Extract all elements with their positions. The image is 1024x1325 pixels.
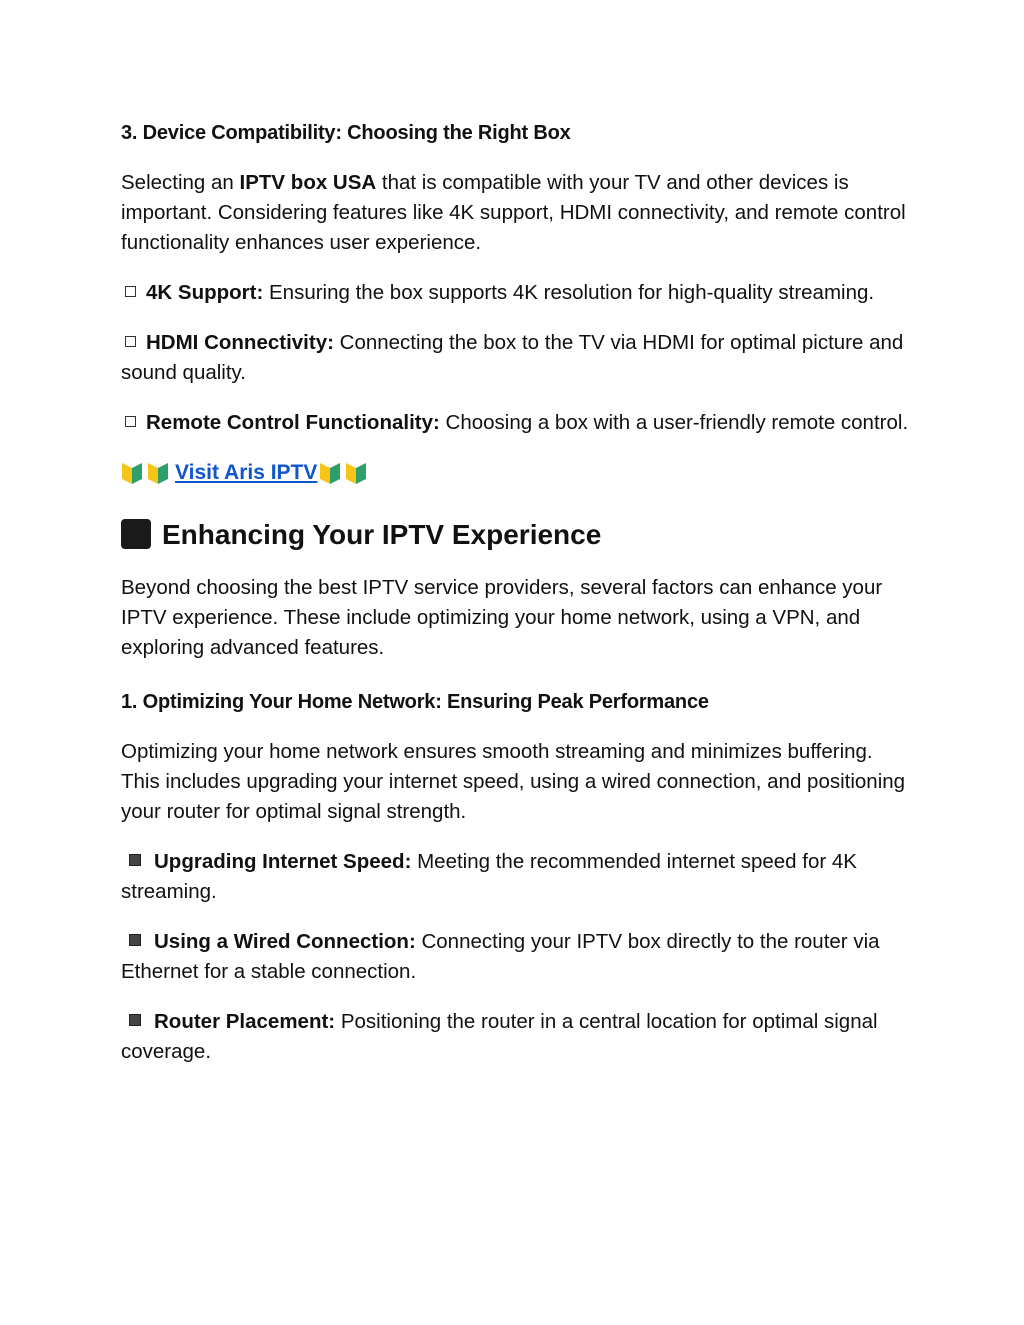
hollow-square-bullet-icon <box>125 416 136 427</box>
enhancing-intro: Beyond choosing the best IPTV service providers, several factors can enhance your IPTV experience. These include optimizing your home network, using a VPN, and exploring advanced features. <box>121 576 883 659</box>
visit-aris-iptv-link[interactable]: Visit Aris IPTV <box>175 461 318 484</box>
hollow-square-bullet-icon <box>125 336 136 347</box>
solid-square-bullet-icon <box>129 854 141 866</box>
list-item-router-placement: Router Placement: Positioning the router in a central location for optimal signal coverage. <box>121 1010 878 1063</box>
device-compatibility-intro: Selecting an IPTV box USA that is compatible with your TV and other devices is important. Considering features like 4K support, HDMI connectivity, and remote control functionality enhances user experience. <box>121 171 906 254</box>
home-network-intro: Optimizing your home network ensures smooth streaming and minimizes buffering. This includes upgrading your internet speed, using a wired connection, and positioning your router for optimal signal strength. <box>121 740 906 823</box>
visit-link-row <box>121 458 911 488</box>
document-page <box>121 118 911 1067</box>
black-square-button-icon <box>121 519 151 549</box>
list-item-remote-control: Remote Control Functionality: Choosing a box with a user-friendly remote control. <box>121 408 911 438</box>
hollow-square-bullet-icon <box>125 286 136 297</box>
iptv-box-usa-bold: IPTV box USA <box>239 171 377 194</box>
solid-square-bullet-icon <box>129 934 141 946</box>
enhancing-heading: Enhancing Your IPTV Experience <box>121 517 911 553</box>
list-item-4k-support: 4K Support: Ensuring the box supports 4K resolution for high-quality streaming. <box>121 278 911 308</box>
japanese-beginner-symbol-icon <box>319 461 341 485</box>
japanese-beginner-symbol-icon <box>121 461 143 485</box>
list-item-wired-connection: Using a Wired Connection: Connecting your IPTV box directly to the router via Ethernet for a stable connection. <box>121 930 880 983</box>
list-item-internet-speed: Upgrading Internet Speed: Meeting the recommended internet speed for 4K streaming. <box>121 850 857 903</box>
solid-square-bullet-icon <box>129 1014 141 1026</box>
japanese-beginner-symbol-icon <box>345 461 367 485</box>
japanese-beginner-symbol-icon <box>147 461 169 485</box>
section-heading-device-compatibility: 3. Device Compatibility: Choosing the Right Box <box>121 122 571 144</box>
list-item-hdmi-connectivity: HDMI Connectivity: Connecting the box to the TV via HDMI for optimal picture and sound quality. <box>121 331 904 384</box>
section-heading-home-network: 1. Optimizing Your Home Network: Ensuring Peak Performance <box>121 691 709 713</box>
